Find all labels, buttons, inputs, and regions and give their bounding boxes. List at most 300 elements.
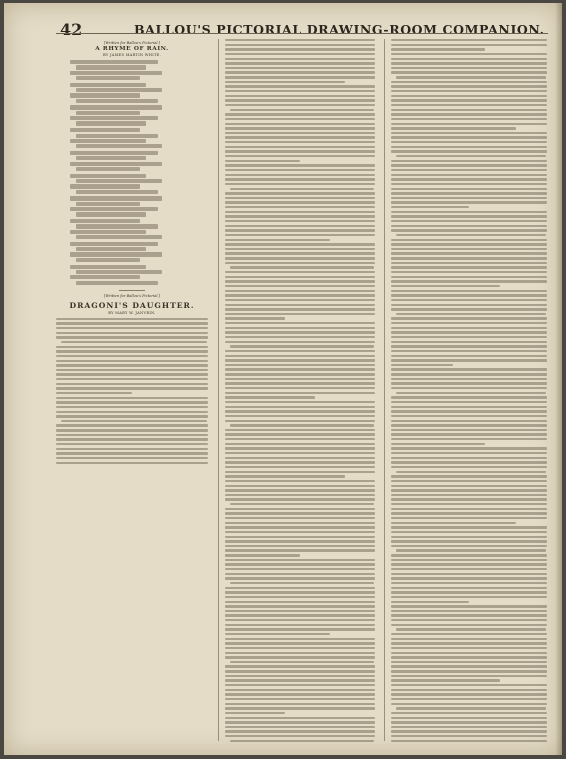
text-line xyxy=(391,573,547,575)
text-line xyxy=(225,554,300,556)
text-line xyxy=(225,178,375,180)
text-line xyxy=(225,628,375,630)
story-title: DRAGONI'S DAUGHTER. xyxy=(69,300,195,310)
text-line xyxy=(391,577,547,579)
verse-line xyxy=(76,202,140,206)
text-line xyxy=(391,322,547,324)
text-line xyxy=(391,730,547,732)
text-line xyxy=(391,44,547,46)
text-line xyxy=(225,466,375,468)
text-line xyxy=(391,735,547,737)
text-line xyxy=(391,415,547,417)
verse-line xyxy=(70,105,162,109)
text-line xyxy=(391,271,547,273)
text-line xyxy=(391,127,516,129)
text-line xyxy=(230,424,374,426)
text-line xyxy=(391,262,547,264)
text-line xyxy=(230,503,374,505)
text-line xyxy=(396,155,546,157)
text-line xyxy=(391,717,547,719)
text-line xyxy=(56,429,208,431)
text-line xyxy=(56,360,208,362)
text-line xyxy=(391,512,547,514)
text-line xyxy=(230,582,374,584)
text-line xyxy=(391,201,547,203)
text-line xyxy=(391,39,547,41)
text-line xyxy=(225,526,375,528)
text-line xyxy=(225,573,375,575)
verse-line xyxy=(76,179,162,183)
text-line xyxy=(391,317,547,319)
text-line xyxy=(225,536,375,538)
text-line xyxy=(225,169,375,171)
text-line xyxy=(225,317,285,319)
text-line xyxy=(225,350,375,352)
text-line xyxy=(391,480,547,482)
text-line xyxy=(391,587,547,589)
text-line xyxy=(391,679,500,681)
text-line xyxy=(391,113,547,115)
verse-line xyxy=(70,83,146,87)
text-line xyxy=(230,345,374,347)
text-line xyxy=(396,707,546,709)
verse-line xyxy=(70,162,162,166)
text-line xyxy=(396,471,546,473)
text-line xyxy=(56,373,208,375)
text-line xyxy=(225,689,375,691)
section-divider xyxy=(119,290,145,291)
text-line xyxy=(225,703,375,705)
text-line xyxy=(391,378,547,380)
text-line xyxy=(225,234,375,236)
text-line xyxy=(225,670,375,672)
column-separator xyxy=(384,39,385,741)
text-line xyxy=(225,206,375,208)
text-line xyxy=(391,406,547,408)
verse-line xyxy=(76,156,146,160)
verse-line xyxy=(70,60,158,64)
text-line xyxy=(225,95,375,97)
verse-line xyxy=(70,230,146,234)
verse-line xyxy=(70,174,146,178)
text-line xyxy=(391,461,547,463)
text-line xyxy=(225,410,375,412)
text-line xyxy=(391,601,469,603)
story-note: [Written for Ballou's Pictorial.] xyxy=(103,293,161,298)
text-line xyxy=(391,160,547,162)
text-line xyxy=(391,206,469,208)
text-line xyxy=(391,368,547,370)
text-line xyxy=(225,471,375,473)
text-line xyxy=(225,726,375,728)
text-line xyxy=(391,466,547,468)
text-line xyxy=(225,331,375,333)
text-line xyxy=(225,619,375,621)
text-line xyxy=(225,341,375,343)
text-line xyxy=(56,387,208,389)
poem-stanza xyxy=(56,105,208,125)
text-line xyxy=(225,225,375,227)
text-line xyxy=(225,164,375,166)
verse-line xyxy=(76,134,158,138)
verse-line xyxy=(76,65,146,69)
text-line xyxy=(391,712,547,714)
story-text xyxy=(56,318,208,464)
text-line xyxy=(56,350,208,352)
text-line xyxy=(225,44,375,46)
text-line xyxy=(225,359,375,361)
text-line xyxy=(391,350,547,352)
text-line xyxy=(225,596,375,598)
text-line xyxy=(56,415,208,417)
text-line xyxy=(391,290,547,292)
text-line xyxy=(391,387,547,389)
text-line xyxy=(56,411,208,413)
text-line xyxy=(391,95,547,97)
text-line xyxy=(56,434,208,436)
text-line xyxy=(225,123,375,125)
text-line xyxy=(396,392,546,394)
text-line xyxy=(56,336,208,338)
text-line xyxy=(225,174,375,176)
text-line xyxy=(225,146,375,148)
text-line xyxy=(391,447,547,449)
text-line xyxy=(391,136,547,138)
text-line xyxy=(230,266,374,268)
text-line xyxy=(225,248,375,250)
text-line xyxy=(391,345,547,347)
text-line xyxy=(391,276,547,278)
text-line xyxy=(391,689,547,691)
text-line xyxy=(391,62,547,64)
text-line xyxy=(391,382,547,384)
text-line xyxy=(56,397,208,399)
text-line xyxy=(391,132,547,134)
text-line xyxy=(225,721,375,723)
text-line xyxy=(225,642,375,644)
text-line xyxy=(225,433,375,435)
poem-title: A RHYME OF RAIN. xyxy=(95,46,169,52)
column-2-text xyxy=(225,39,375,743)
text-line xyxy=(225,420,375,422)
text-line xyxy=(391,443,485,445)
text-line xyxy=(391,220,547,222)
text-line xyxy=(391,294,547,296)
text-line xyxy=(225,693,375,695)
text-line xyxy=(56,462,208,464)
text-line xyxy=(225,136,375,138)
header-rule xyxy=(56,33,548,34)
poem-stanza xyxy=(56,60,208,80)
text-line xyxy=(230,188,374,190)
text-line xyxy=(225,132,375,134)
text-line xyxy=(391,239,547,241)
text-line xyxy=(391,675,547,677)
text-line xyxy=(225,707,375,709)
text-line xyxy=(225,364,375,366)
text-line xyxy=(225,285,375,287)
text-line xyxy=(391,452,547,454)
text-line xyxy=(391,67,547,69)
verse-line xyxy=(76,99,158,103)
text-line xyxy=(225,591,375,593)
verse-line xyxy=(70,139,146,143)
text-line xyxy=(225,220,375,222)
text-line xyxy=(391,81,547,83)
text-line xyxy=(391,123,547,125)
text-line xyxy=(225,401,375,403)
text-line xyxy=(391,304,547,306)
text-line xyxy=(225,308,375,310)
text-line xyxy=(225,406,375,408)
text-line xyxy=(225,605,375,607)
verse-line xyxy=(70,207,158,211)
text-line xyxy=(225,429,375,431)
story-byline: BY MARY W. JANVRIN. xyxy=(108,310,156,315)
text-line xyxy=(391,429,547,431)
text-line xyxy=(391,141,547,143)
text-line xyxy=(391,150,547,152)
text-line xyxy=(225,252,375,254)
text-line xyxy=(391,652,547,654)
text-line xyxy=(225,62,375,64)
poem-body xyxy=(56,60,208,285)
text-line xyxy=(391,522,516,524)
text-line xyxy=(391,225,547,227)
text-line xyxy=(391,596,547,598)
verse-line xyxy=(70,219,140,223)
text-line xyxy=(225,498,375,500)
text-line xyxy=(225,549,375,551)
text-line xyxy=(225,160,300,162)
text-line xyxy=(225,675,375,677)
text-line xyxy=(225,568,375,570)
poem-stanza xyxy=(56,196,208,216)
text-line xyxy=(225,614,375,616)
text-line xyxy=(391,568,547,570)
text-line xyxy=(225,577,375,579)
text-line xyxy=(391,438,547,440)
text-line xyxy=(391,53,547,55)
verse-line xyxy=(76,76,140,80)
text-line xyxy=(391,410,547,412)
verse-line xyxy=(70,196,162,200)
text-line xyxy=(225,197,375,199)
newspaper-page xyxy=(4,3,562,755)
text-line xyxy=(225,494,375,496)
text-line xyxy=(391,619,547,621)
text-line xyxy=(391,174,547,176)
text-line xyxy=(56,332,208,334)
text-line xyxy=(391,642,547,644)
text-line xyxy=(391,424,547,426)
verse-line xyxy=(76,224,158,228)
text-line xyxy=(391,336,547,338)
text-line xyxy=(391,545,547,547)
text-line xyxy=(225,559,375,561)
running-head: BALLOU'S PICTORIAL DRAWING-ROOM COMPANION. xyxy=(134,22,545,37)
text-line xyxy=(225,355,375,357)
text-line xyxy=(56,424,208,426)
text-line xyxy=(225,150,375,152)
page-number: 42 xyxy=(60,20,83,39)
verse-line xyxy=(76,144,162,148)
text-line xyxy=(225,382,375,384)
text-line xyxy=(391,48,485,50)
text-line xyxy=(56,346,208,348)
text-line xyxy=(391,188,547,190)
text-line xyxy=(391,698,547,700)
verse-line xyxy=(76,270,162,274)
text-line xyxy=(391,661,547,663)
poem-stanza xyxy=(56,151,208,171)
text-line xyxy=(225,327,375,329)
text-line xyxy=(225,656,375,658)
text-line xyxy=(391,355,547,357)
text-line xyxy=(391,614,547,616)
verse-line xyxy=(70,71,162,75)
text-line xyxy=(225,322,375,324)
text-line xyxy=(391,684,547,686)
text-line xyxy=(391,359,547,361)
text-line xyxy=(391,433,547,435)
text-line xyxy=(225,76,375,78)
text-line xyxy=(391,229,547,231)
column-1 xyxy=(56,39,208,743)
text-line xyxy=(225,508,375,510)
text-line xyxy=(225,280,375,282)
text-line xyxy=(225,211,375,213)
text-line xyxy=(225,485,375,487)
text-line xyxy=(391,563,547,565)
text-line xyxy=(225,201,375,203)
text-line xyxy=(391,665,547,667)
poem-stanza xyxy=(56,265,208,285)
text-line xyxy=(391,257,547,259)
text-line xyxy=(225,610,375,612)
verse-line xyxy=(76,111,140,115)
text-line xyxy=(225,461,375,463)
verse-line xyxy=(76,247,146,251)
text-line xyxy=(225,271,375,273)
text-line xyxy=(225,665,375,667)
text-line xyxy=(225,141,375,143)
text-line xyxy=(391,740,547,742)
text-line xyxy=(56,327,208,329)
text-line xyxy=(391,475,547,477)
text-line xyxy=(61,420,207,422)
text-line xyxy=(225,624,375,626)
text-line xyxy=(391,503,547,505)
text-line xyxy=(391,726,547,728)
text-line xyxy=(225,304,375,306)
text-line xyxy=(225,127,375,129)
text-line xyxy=(225,415,375,417)
text-line xyxy=(225,183,375,185)
text-line xyxy=(391,327,547,329)
text-line xyxy=(391,526,547,528)
text-line xyxy=(391,280,547,282)
verse-line xyxy=(70,93,140,97)
text-line xyxy=(225,155,375,157)
text-line xyxy=(225,587,375,589)
text-line xyxy=(225,438,375,440)
verse-line xyxy=(76,212,146,216)
text-line xyxy=(230,109,374,111)
verse-line xyxy=(76,121,146,125)
text-line xyxy=(56,369,208,371)
verse-line xyxy=(76,281,158,285)
text-line xyxy=(225,71,375,73)
text-line xyxy=(225,85,375,87)
text-line xyxy=(225,540,375,542)
text-line xyxy=(391,610,547,612)
text-line xyxy=(391,364,453,366)
text-line xyxy=(391,531,547,533)
text-line xyxy=(391,670,547,672)
text-line xyxy=(391,192,547,194)
text-line xyxy=(391,703,547,705)
text-line xyxy=(56,318,208,320)
text-line xyxy=(225,522,375,524)
verse-line xyxy=(76,235,162,239)
text-line xyxy=(225,118,375,120)
text-line xyxy=(391,164,547,166)
text-line xyxy=(56,322,208,324)
text-line xyxy=(396,234,546,236)
text-line xyxy=(56,443,208,445)
text-line xyxy=(225,698,375,700)
text-line xyxy=(225,257,375,259)
text-line xyxy=(225,392,375,394)
text-line xyxy=(225,457,375,459)
text-line xyxy=(391,559,547,561)
text-line xyxy=(391,341,547,343)
text-line xyxy=(391,693,547,695)
text-line xyxy=(396,549,546,551)
text-line xyxy=(56,401,208,403)
verse-line xyxy=(70,265,146,269)
page-header xyxy=(24,9,554,39)
text-line xyxy=(225,90,375,92)
text-line xyxy=(225,99,375,101)
verse-line xyxy=(70,275,140,279)
text-line xyxy=(225,652,375,654)
text-line xyxy=(225,104,375,106)
text-line xyxy=(391,401,547,403)
text-line xyxy=(391,71,547,73)
text-line xyxy=(225,48,375,50)
text-line xyxy=(391,536,547,538)
text-line xyxy=(225,215,375,217)
poem-stanza xyxy=(56,83,208,103)
text-line xyxy=(225,299,375,301)
text-line xyxy=(225,452,375,454)
text-line xyxy=(225,290,375,292)
text-line xyxy=(225,735,375,737)
text-line xyxy=(225,447,375,449)
text-line xyxy=(391,591,547,593)
text-line xyxy=(225,294,375,296)
text-line xyxy=(391,169,547,171)
text-line xyxy=(391,494,547,496)
text-line xyxy=(225,276,375,278)
text-line xyxy=(391,624,547,626)
text-line xyxy=(56,378,208,380)
text-line xyxy=(61,341,207,343)
text-line xyxy=(391,299,547,301)
text-line xyxy=(225,601,375,603)
